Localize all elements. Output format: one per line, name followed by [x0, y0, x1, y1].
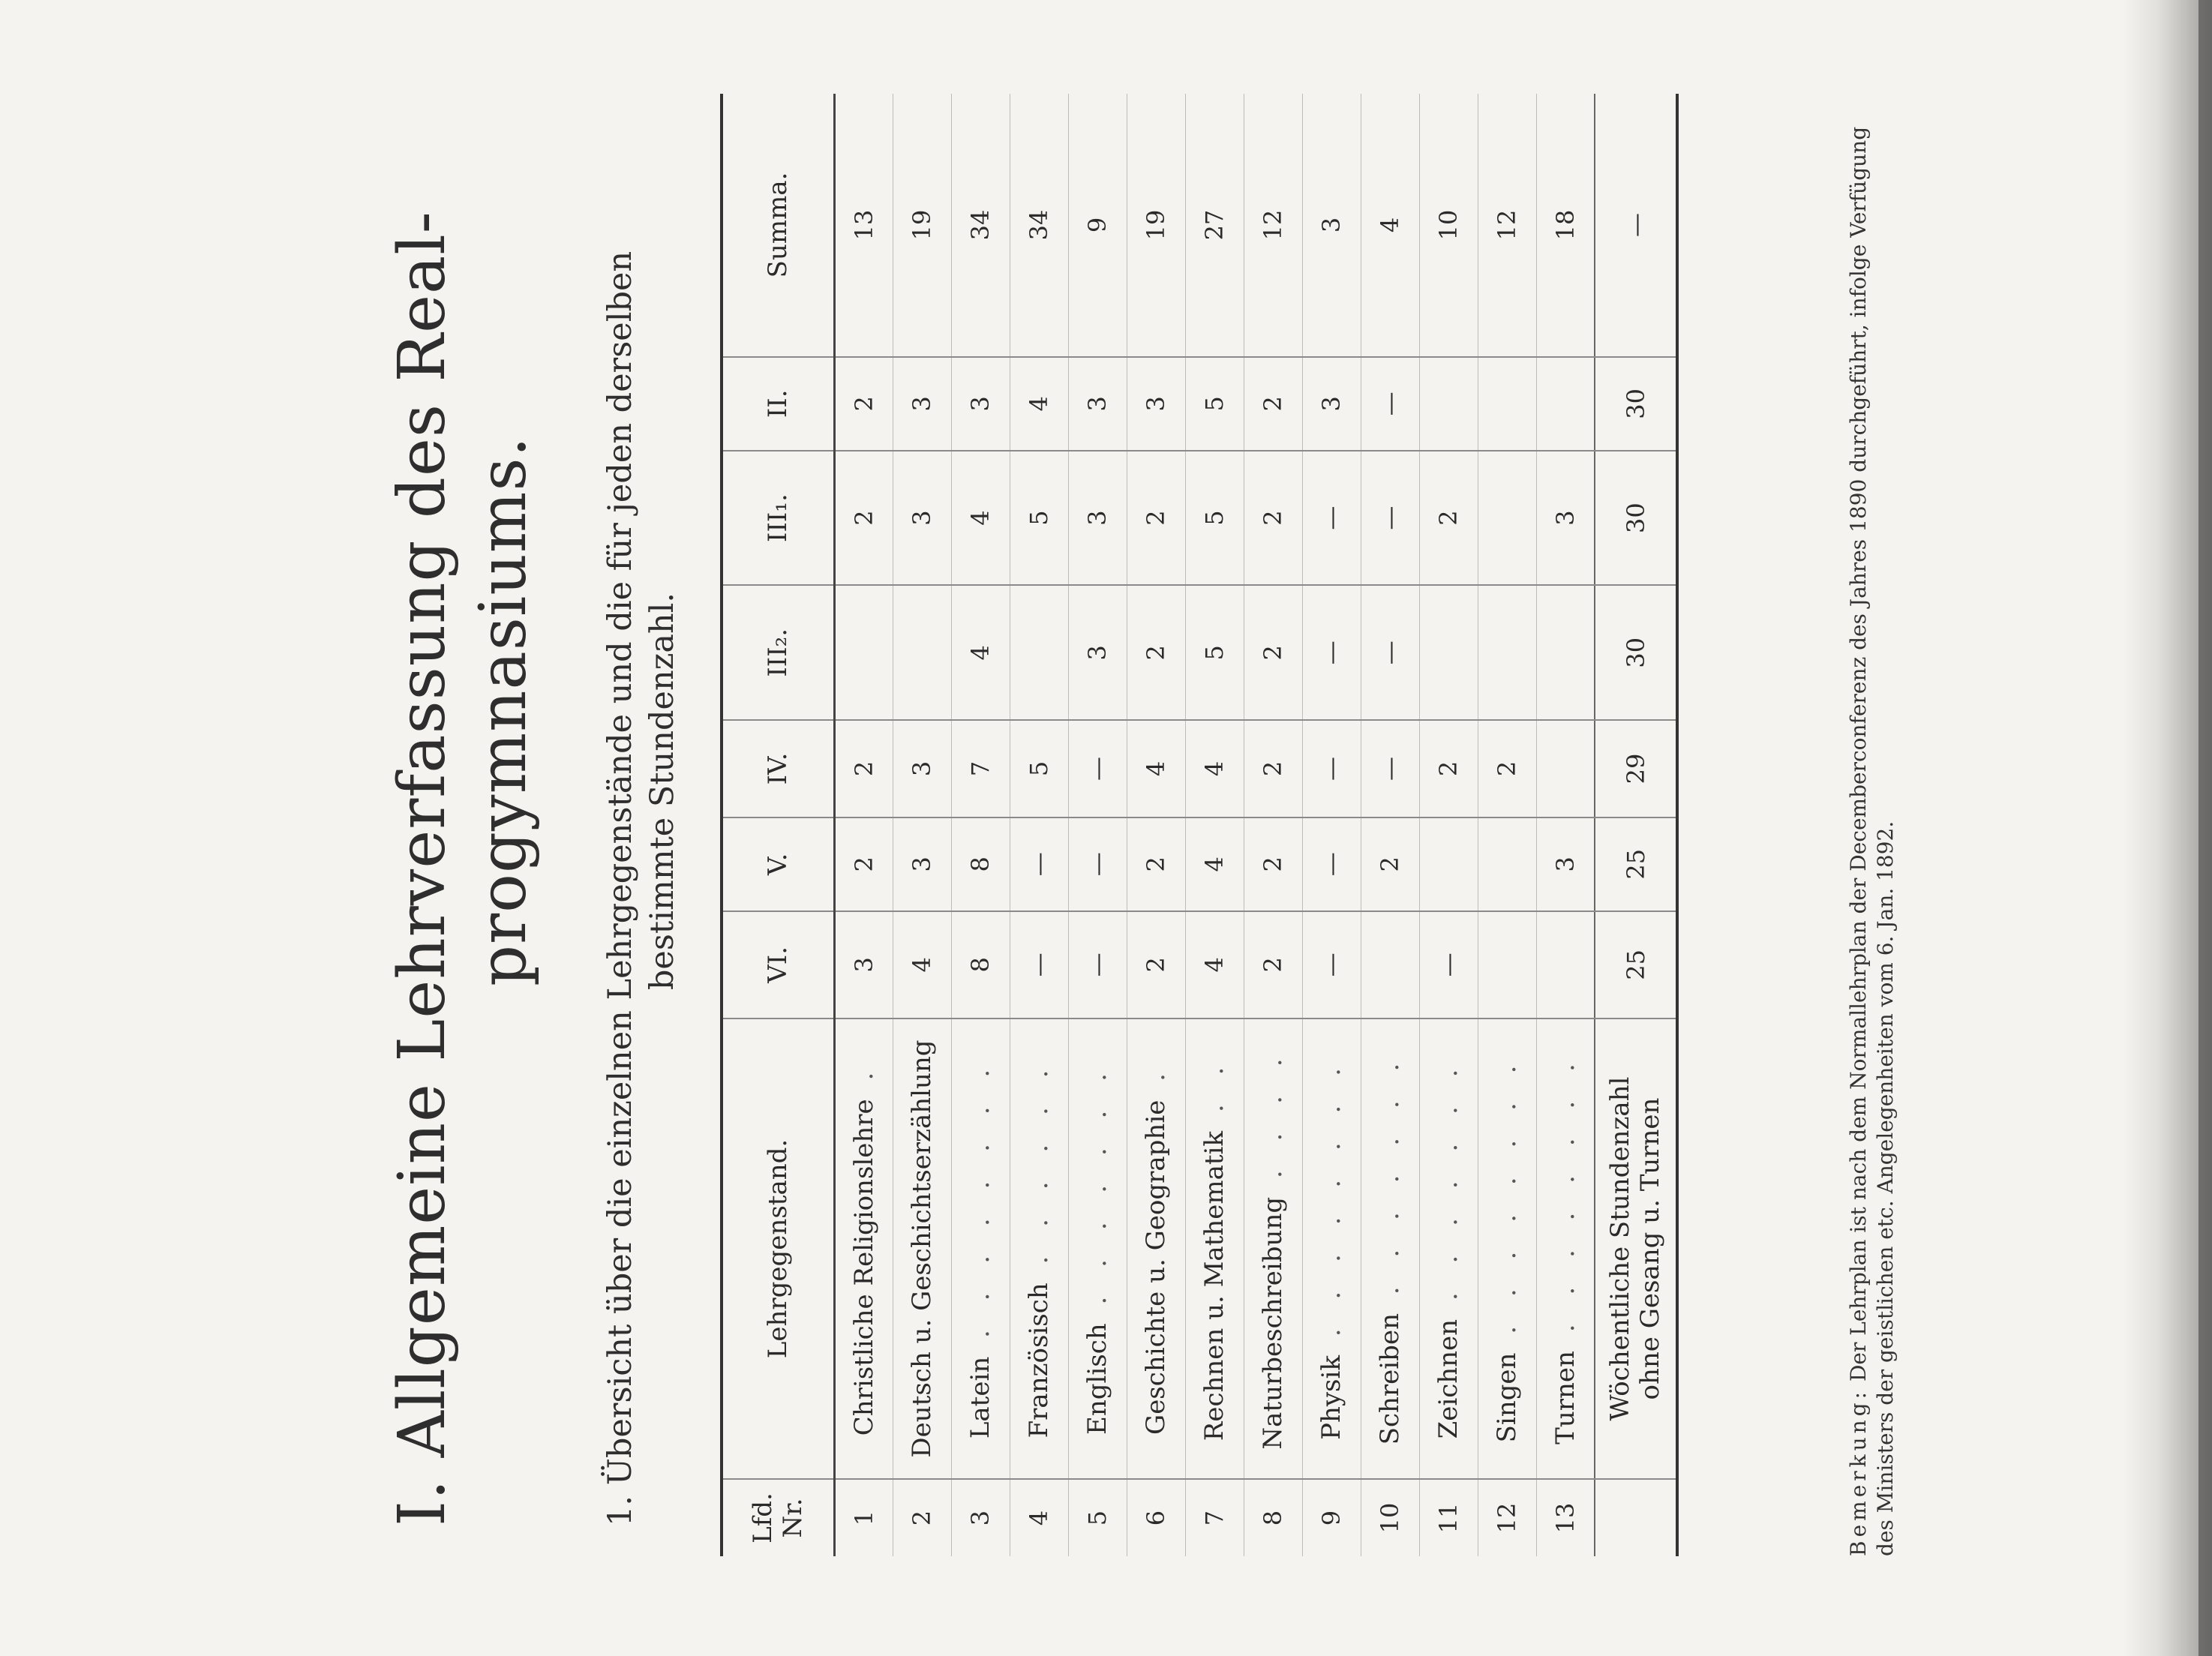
- hours-iv: 2: [1419, 720, 1478, 818]
- hours-ii: [1536, 357, 1595, 451]
- hours-vi: —: [1010, 911, 1068, 1018]
- hours-iii1: —: [1302, 451, 1361, 586]
- row-number: 13: [1550, 1502, 1580, 1534]
- hours-vi: 3: [834, 911, 893, 1018]
- row-number: 5: [1083, 1510, 1112, 1526]
- hours-iii2: 2: [1244, 585, 1302, 720]
- subject-name: Latein: [965, 1356, 995, 1439]
- hours-v: 2: [834, 818, 893, 911]
- hours-iii2: [834, 585, 893, 720]
- leader-dots: . . . . . . . .: [965, 1058, 995, 1357]
- sum-iv: 29: [1595, 720, 1677, 818]
- hours-vi: 8: [951, 911, 1010, 1018]
- page-title: [383, 116, 544, 1526]
- table-row: [1361, 94, 1419, 1556]
- subject-name: Turnen: [1550, 1351, 1580, 1444]
- header-nr: Lfd. Nr.: [722, 1479, 834, 1556]
- subject-cell: [951, 1018, 1010, 1479]
- section-heading: [600, 146, 684, 1526]
- hours-iv: —: [1361, 720, 1419, 818]
- subject-cell: [1302, 1018, 1361, 1479]
- sum-iii1: 30: [1595, 451, 1677, 586]
- table-row: [834, 94, 893, 1556]
- table-row: [893, 94, 951, 1556]
- row-number: 9: [1317, 1510, 1346, 1526]
- hours-iii1: 2: [1127, 451, 1185, 586]
- leader-dots: .: [848, 1061, 879, 1100]
- header-v: V.: [722, 818, 834, 911]
- hours-summa: 3: [1302, 94, 1361, 357]
- header-iii2: III₂.: [722, 585, 834, 720]
- hours-ii: 3: [1302, 357, 1361, 451]
- subject-name: Englisch: [1082, 1323, 1112, 1435]
- title-line-1: I. Allgemeine Lehrverfassung des Real-: [385, 211, 460, 1526]
- hours-iii1: —: [1361, 451, 1419, 586]
- table-row: [1010, 94, 1068, 1556]
- table-row: [1478, 94, 1536, 1556]
- subject-name: Naturbeschreibung: [1258, 1196, 1288, 1450]
- hours-v: 3: [1536, 818, 1595, 911]
- table-row: [1302, 94, 1361, 1556]
- hours-summa: 9: [1068, 94, 1127, 357]
- sum-summa: —: [1595, 94, 1677, 357]
- table-row: [1536, 94, 1595, 1556]
- hours-vi: 4: [1185, 911, 1244, 1018]
- table-row: [1244, 94, 1302, 1556]
- title-line-2: progymnasiums.: [465, 436, 541, 986]
- subject-cell: [893, 1018, 951, 1479]
- row-number: 4: [1025, 1510, 1053, 1526]
- header-summa: Summa.: [722, 94, 834, 357]
- hours-iii1: 3: [1536, 451, 1595, 586]
- row-number: 10: [1376, 1502, 1404, 1534]
- hours-vi: 4: [893, 911, 951, 1018]
- subtitle-line-2: bestimmte Stundenzahl.: [643, 592, 681, 991]
- hours-iii2: 5: [1185, 585, 1244, 720]
- hours-ii: 2: [1244, 357, 1302, 451]
- leader-dots: . . . . . . .: [1082, 1063, 1112, 1324]
- hours-iii1: 2: [834, 451, 893, 586]
- hours-vi: —: [1419, 911, 1478, 1018]
- scan-edge-border: [2198, 0, 2212, 1656]
- header-iii1: III₁.: [722, 451, 834, 586]
- hours-ii: 5: [1185, 357, 1244, 451]
- hours-summa: 18: [1536, 94, 1595, 357]
- table-header-row: [722, 94, 834, 1556]
- row-number: 3: [966, 1510, 995, 1526]
- hours-iii2: [893, 585, 951, 720]
- subject-cell: [834, 1018, 893, 1479]
- hours-v: [1419, 818, 1478, 911]
- table-row: [1127, 94, 1185, 1556]
- hours-summa: 10: [1419, 94, 1478, 357]
- leader-dots: . . . . . .: [1024, 1059, 1054, 1283]
- sum-iii2: 30: [1595, 585, 1677, 720]
- remark-label: Bemerkung:: [1846, 1388, 1871, 1556]
- hours-ii: [1419, 357, 1478, 451]
- hours-v: —: [1068, 818, 1127, 911]
- leader-dots: . . . . . . . .: [1492, 1054, 1522, 1353]
- hours-iii1: 2: [1244, 451, 1302, 586]
- row-number: 12: [1493, 1502, 1521, 1534]
- hours-summa: 12: [1244, 94, 1302, 357]
- subject-name: Deutsch u. Geschichtserzählung: [907, 1040, 937, 1458]
- hours-iv: [1536, 720, 1595, 818]
- hours-ii: 2: [834, 357, 893, 451]
- hours-iii1: 3: [893, 451, 951, 586]
- hours-summa: 34: [1010, 94, 1068, 357]
- hours-vi: [1361, 911, 1419, 1018]
- sum-row: [1595, 94, 1677, 1556]
- hours-iii1: 5: [1185, 451, 1244, 586]
- hours-iii2: 2: [1127, 585, 1185, 720]
- hours-vi: [1478, 911, 1536, 1018]
- subject-cell: [1068, 1018, 1127, 1479]
- subject-cell: [1478, 1018, 1536, 1479]
- hours-vi: [1536, 911, 1595, 1018]
- sum-nr-empty: [1595, 1479, 1677, 1556]
- row-number: 2: [908, 1510, 936, 1526]
- subject-cell: [1010, 1018, 1068, 1479]
- hours-ii: 4: [1010, 357, 1068, 451]
- subtitle-line-1: 1. Übersicht über die einzelnen Lehrgegenstände und die für jeden derselben: [602, 250, 639, 1526]
- subject-name: Physik: [1316, 1355, 1346, 1440]
- hours-iii2: —: [1302, 585, 1361, 720]
- hours-summa: 27: [1185, 94, 1244, 357]
- hours-ii: 3: [1127, 357, 1185, 451]
- hours-summa: 19: [893, 94, 951, 357]
- row-number: 8: [1259, 1510, 1287, 1526]
- sum-label-line-1: Wöchentliche Stundenzahl: [1605, 1076, 1636, 1421]
- hours-iv: 5: [1010, 720, 1068, 818]
- hours-ii: [1478, 357, 1536, 451]
- table-row: [1185, 94, 1244, 1556]
- hours-iv: —: [1068, 720, 1127, 818]
- hours-iv: 3: [893, 720, 951, 818]
- hours-iv: —: [1302, 720, 1361, 818]
- hours-iii1: 4: [951, 451, 1010, 586]
- leader-dots: . . . . . . .: [1433, 1058, 1463, 1319]
- curriculum-table: [720, 94, 1679, 1556]
- hours-vi: 2: [1244, 911, 1302, 1018]
- hours-iii1: 5: [1010, 451, 1068, 586]
- leader-dots: . . . .: [1258, 1048, 1288, 1197]
- subject-cell: [1361, 1018, 1419, 1479]
- hours-v: 3: [893, 818, 951, 911]
- sum-v: 25: [1595, 818, 1677, 911]
- subject-cell: [1244, 1018, 1302, 1479]
- hours-vi: —: [1068, 911, 1127, 1018]
- hours-iii2: [1478, 585, 1536, 720]
- subject-name: Zeichnen: [1433, 1318, 1463, 1439]
- subject-name: Französisch: [1024, 1282, 1054, 1438]
- hours-iii1: [1478, 451, 1536, 586]
- hours-ii: —: [1361, 357, 1419, 451]
- hours-iv: 7: [951, 720, 1010, 818]
- subject-name: Geschichte u. Geographie: [1141, 1100, 1171, 1435]
- subject-cell: [1127, 1018, 1185, 1479]
- subject-name: Rechnen u. Mathematik: [1199, 1130, 1229, 1442]
- hours-iv: 2: [834, 720, 893, 818]
- subject-cell: [1536, 1018, 1595, 1479]
- hours-iv: 2: [1478, 720, 1536, 818]
- hours-v: —: [1302, 818, 1361, 911]
- hours-iii2: [1010, 585, 1068, 720]
- hours-iii1: 2: [1419, 451, 1478, 586]
- hours-summa: 12: [1478, 94, 1536, 357]
- hours-summa: 34: [951, 94, 1010, 357]
- sum-ii: 30: [1595, 357, 1677, 451]
- table-row: [1068, 94, 1127, 1556]
- hours-iv: 2: [1244, 720, 1302, 818]
- hours-iii1: 3: [1068, 451, 1127, 586]
- rotated-page: [30, 49, 1920, 1616]
- header-vi: VI.: [722, 911, 834, 1018]
- hours-iv: 4: [1127, 720, 1185, 818]
- header-subject: Lehrgegenstand.: [722, 1018, 834, 1479]
- sum-label: [1595, 1018, 1677, 1479]
- hours-iii2: —: [1361, 585, 1419, 720]
- hours-summa: 4: [1361, 94, 1419, 357]
- subject-cell: [1185, 1018, 1244, 1479]
- hours-v: 4: [1185, 818, 1244, 911]
- hours-iii2: [1419, 585, 1478, 720]
- hours-v: —: [1010, 818, 1068, 911]
- remark-text: Der Lehrplan ist nach dem Normallehrplan der Decemberconferenz des Jahres 1890 durchgeführt, infolge Verfügung des Ministers der geistlichen etc. Angelegenheiten vom 6. Jan. 1892.: [1846, 126, 1898, 1556]
- row-number: 7: [1200, 1510, 1229, 1526]
- hours-ii: 3: [893, 357, 951, 451]
- leader-dots: . .: [1199, 1056, 1229, 1131]
- remark: [1845, 94, 1900, 1556]
- hours-v: [1478, 818, 1536, 911]
- subject-name: Singen: [1492, 1352, 1522, 1443]
- hours-ii: 3: [951, 357, 1010, 451]
- table-row: [1419, 94, 1478, 1556]
- leader-dots: .: [1141, 1063, 1171, 1100]
- sum-vi: 25: [1595, 911, 1677, 1018]
- leader-dots: . . . . . . . .: [1550, 1053, 1580, 1352]
- hours-summa: 13: [834, 94, 893, 357]
- hours-iii2: 4: [951, 585, 1010, 720]
- hours-v: 8: [951, 818, 1010, 911]
- subject-name: Schreiben: [1375, 1313, 1405, 1445]
- hours-summa: 19: [1127, 94, 1185, 357]
- hours-iii2: 3: [1068, 585, 1127, 720]
- hours-v: 2: [1361, 818, 1419, 911]
- hours-iii2: [1536, 585, 1595, 720]
- leader-dots: . . . . . . .: [1375, 1052, 1405, 1314]
- leader-dots: . . . . . . . .: [1316, 1058, 1346, 1355]
- row-number: 1: [849, 1510, 878, 1526]
- hours-vi: 2: [1127, 911, 1185, 1018]
- hours-ii: 3: [1068, 357, 1127, 451]
- header-iv: IV.: [722, 720, 834, 818]
- hours-v: 2: [1244, 818, 1302, 911]
- sum-label-line-2: ohne Gesang u. Turnen: [1634, 1097, 1665, 1400]
- subject-cell: [1419, 1018, 1478, 1479]
- hours-iv: 4: [1185, 720, 1244, 818]
- subject-name: Christliche Religionslehre: [848, 1099, 879, 1436]
- hours-v: 2: [1127, 818, 1185, 911]
- hours-vi: —: [1302, 911, 1361, 1018]
- row-number: 6: [1142, 1510, 1170, 1526]
- header-ii: II.: [722, 357, 834, 451]
- table-row: [951, 94, 1010, 1556]
- row-number: 11: [1434, 1502, 1463, 1534]
